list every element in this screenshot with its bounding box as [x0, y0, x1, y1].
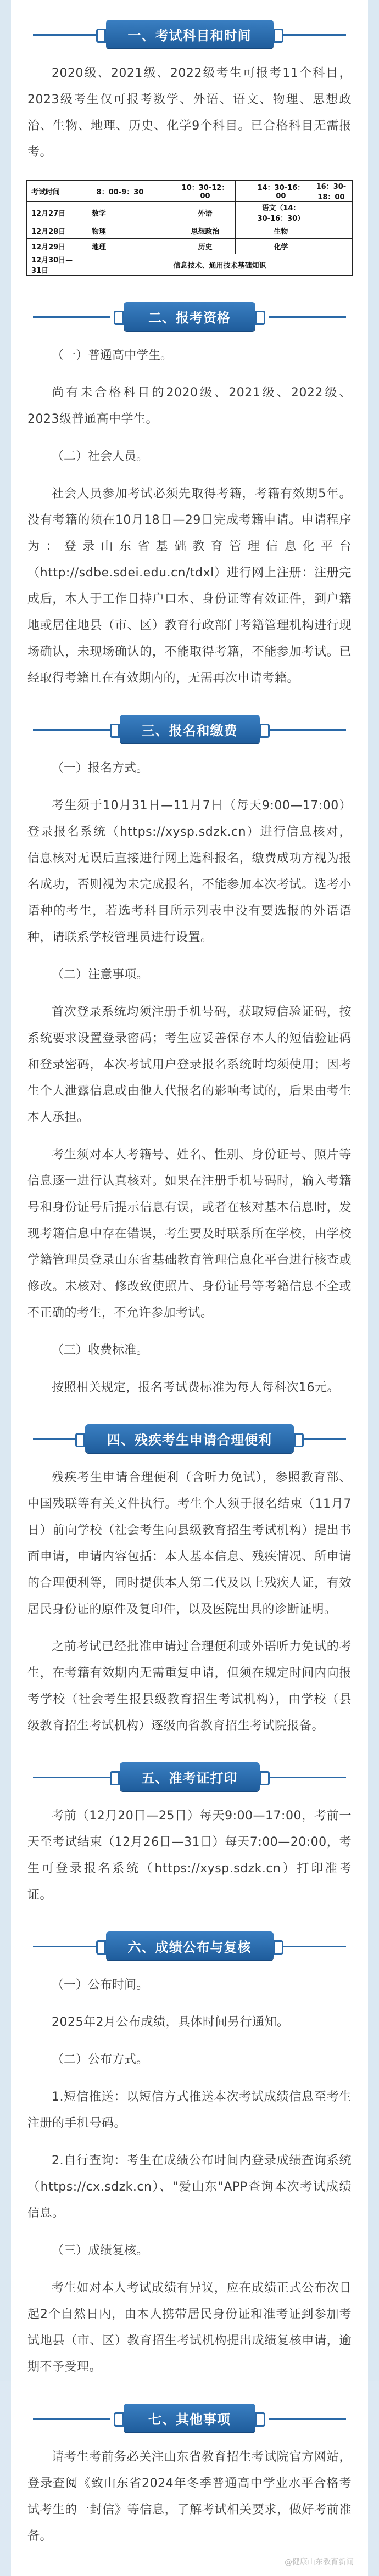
table-cell [310, 223, 352, 239]
table-cell: 12月30日—31日 [27, 254, 87, 276]
table-row [27, 254, 353, 276]
section-header-results [11, 1919, 368, 1972]
table-cell: 14：30-16：00 [252, 181, 310, 202]
paragraph: 按照相关规定，报名考试费标准为每人每科次16元。 [52, 1381, 339, 1395]
subheading: （三）收费标准。 [52, 1343, 149, 1357]
table-cell: 8：00-9：30 [87, 181, 153, 202]
section-title: 七、其他事项 [124, 2404, 255, 2432]
paragraph: 考生须于10月31日—11月7日（每天9:00—17:00）登录报名系统（https://xysp.sdzk.cn）进行信息核对，信息核对无误后直接进行网上选科报名，缴费成功方视为报名成功，否则视为未完成报名，不能参加本次考试。选考小语种的考生，若选考科目所示列表中没有要选报的外语语种，请联系学校管理员进行设置。 [27, 799, 352, 944]
paragraph: 考生如对本人考试成绩有异议，应在成绩正式公布次日起2个自然日内，由本人携带居民身份证和准考证到参加考试地县（市、区）教育招生考试机构提出成绩复核申请，逾期不予受理。 [27, 2281, 352, 2374]
paragraph: 考前（12月20日—25日）每天9:00—17:00，考前一天至考试结束（12月26日—31日）每天7:00—20:00，考生可登录报名系统（https://xysp.sdzk.cn）打印准考证。 [27, 1809, 352, 1902]
article-card [11, 0, 368, 2576]
paragraph: 请考生考前务必关注山东省教育招生考试院官方网站，登录查阅《致山东省2024年冬季普通高中学业水平合格考试考生的一封信》等信息，了解考试相关要求，做好考前准备。 [27, 2450, 352, 2543]
table-row [27, 223, 353, 239]
table-cell: 外语 [175, 202, 236, 223]
subheading: （二）社会人员。 [52, 450, 149, 463]
table-row [27, 239, 353, 254]
table-cell: 语文（14：30-16：30） [252, 202, 310, 223]
paragraph: 之前考试已经批准申请过合理便利或外语听力免试的考生，在考籍有效期内无需重复申请，但须在规定时间内向报考学校（社会考生报县级教育招生考试机构），由学校（县级教育招生考试机构）逐级向省教育招生考试院报备。 [27, 1640, 352, 1733]
decorative-line [269, 729, 346, 731]
table-cell: 信息技术、通用技术基础知识 [87, 254, 353, 276]
subheading: （一）普通高中学生。 [52, 349, 173, 362]
section-header-eligibility [11, 290, 368, 343]
table-cell: 12月28日 [27, 223, 87, 239]
table-cell: 考试时间 [27, 181, 87, 202]
paragraph: 考生须对本人考籍号、姓名、性别、身份证号、照片等信息逐一进行认真核对。如果在注册手机号码时，输入考籍号和身份证号后提示信息有误，或者在核对基本信息时，发现考籍信息中存在错误，考生要及时联系所在学校，由学校学籍管理员登录山东省基础教育管理信息化平台进行核查或修改。未核对、修改致使照片、身份证号等考籍信息不全或不正确的考生，不允许参加考试。 [27, 1148, 352, 1320]
decorative-line [269, 2418, 346, 2420]
table-cell: 化学 [252, 239, 310, 254]
exam-schedule-table [26, 180, 353, 276]
section-title: 一、考试科目和时间 [106, 20, 274, 48]
table-cell [236, 223, 252, 239]
paragraph: 2025年2月公布成绩，具体时间另行通知。 [52, 2015, 289, 2029]
table-cell: 地理 [87, 239, 153, 254]
table-cell [310, 202, 352, 223]
decorative-line [269, 316, 346, 318]
table-cell: 历史 [175, 239, 236, 254]
table-row [27, 202, 353, 223]
watermark-text: @健康山东教育新闻 [285, 2558, 354, 2567]
paragraph: 尚有未合格科目的2020级、2021级、2022级、2023级普通高中学生。 [27, 386, 352, 426]
table-cell: 10：30-12：00 [175, 181, 236, 202]
decorative-line [33, 2418, 110, 2420]
section-header-registration [11, 703, 368, 755]
table-cell: 思想政治 [175, 223, 236, 239]
table-cell: 数学 [87, 202, 153, 223]
section-title: 二、报考资格 [124, 302, 255, 331]
subheading: （二）注意事项。 [52, 968, 149, 982]
table-cell [236, 239, 252, 254]
section-header-other-matters [11, 2392, 368, 2444]
table-cell [153, 181, 175, 202]
decorative-line [33, 1777, 110, 1778]
table-header-row [27, 181, 353, 202]
decorative-line [33, 729, 110, 731]
subheading: （二）公布方式。 [52, 2053, 149, 2067]
paragraph: 残疾考生申请合理便利（含听力免试），参照教育部、中国残联等有关文件执行。考生个人须于报名结束（11月7日）前向学校（社会考生向县级教育招生考试机构）提出书面申请，申请内容包括：本人基本信息、残疾情况、所申请的合理便利等，同时提供本人第二代及以上残疾人证，有效居民身份证的原件及复印件，以及医院出具的诊断证明。 [27, 1471, 352, 1616]
paragraph: 2.自行查询：考生在成绩公布时间内登录成绩查询系统（https://cx.sdzk.cn）、"爱山东"APP查询本次考试成绩信息。 [27, 2154, 352, 2220]
paragraph: 首次登录系统均须注册手机号码，获取短信验证码，按系统要求设置登录密码；考生应妥善保存本人的短信验证码和登录密码，本次考试用户登录报名系统时均须使用；因考生个人泄露信息或由他人代报名的影响考试的，后果由考生本人承担。 [27, 1005, 352, 1124]
table-cell [310, 239, 352, 254]
table-cell: 16：30-18：00 [310, 181, 352, 202]
table-cell [153, 239, 175, 254]
decorative-line [269, 1777, 346, 1778]
table-cell [236, 202, 252, 223]
subheading: （一）报名方式。 [52, 761, 149, 775]
table-cell [236, 181, 252, 202]
paragraph: 1.短信推送：以短信方式推送本次考试成绩信息至考生注册的手机号码。 [27, 2090, 352, 2130]
section-header-admission-ticket [11, 1750, 368, 1803]
decorative-line [33, 316, 110, 318]
section-title: 四、残疾考生申请合理便利 [85, 1424, 294, 1453]
subheading: （三）成绩复核。 [52, 2244, 149, 2258]
table-cell: 生物 [252, 223, 310, 239]
table-cell: 物理 [87, 223, 153, 239]
subheading: （一）公布时间。 [52, 1978, 149, 1992]
paragraph: 2020级、2021级、2022级考生可报考11个科目，2023级考生仅可报考数学、外语、语文、物理、思想政治、生物、地理、历史、化学9个科目。已合格科目无需报考。 [27, 66, 352, 159]
section-title: 三、报名和缴费 [120, 715, 260, 743]
table-cell [153, 223, 175, 239]
section-header-exam-subjects [11, 8, 368, 60]
table-cell: 12月29日 [27, 239, 87, 254]
table-cell [153, 202, 175, 223]
table-cell: 12月27日 [27, 202, 87, 223]
paragraph: 社会人员参加考试必须先取得考籍，考籍有效期5年。没有考籍的须在10月18日—29日完成考籍申请。申请程序为：登录山东省基础教育管理信息化平台（http://sdbe.sdei.edu.cn/tdxl）进行网上注册：注册完成后，本人于工作日持户口本、身份证等有效证件，到户籍地或居住地县（市、区）教育行政部门考籍管理机构进行现场确认，未现场确认的，不能取得考籍，不能参加考试。已经取得考籍且在有效期内的，无需再次申请考籍。 [27, 487, 352, 685]
section-title: 六、成绩公布与复核 [106, 1931, 274, 1960]
section-title: 五、准考证打印 [120, 1762, 260, 1791]
section-header-disabled-accommodation [11, 1412, 368, 1465]
